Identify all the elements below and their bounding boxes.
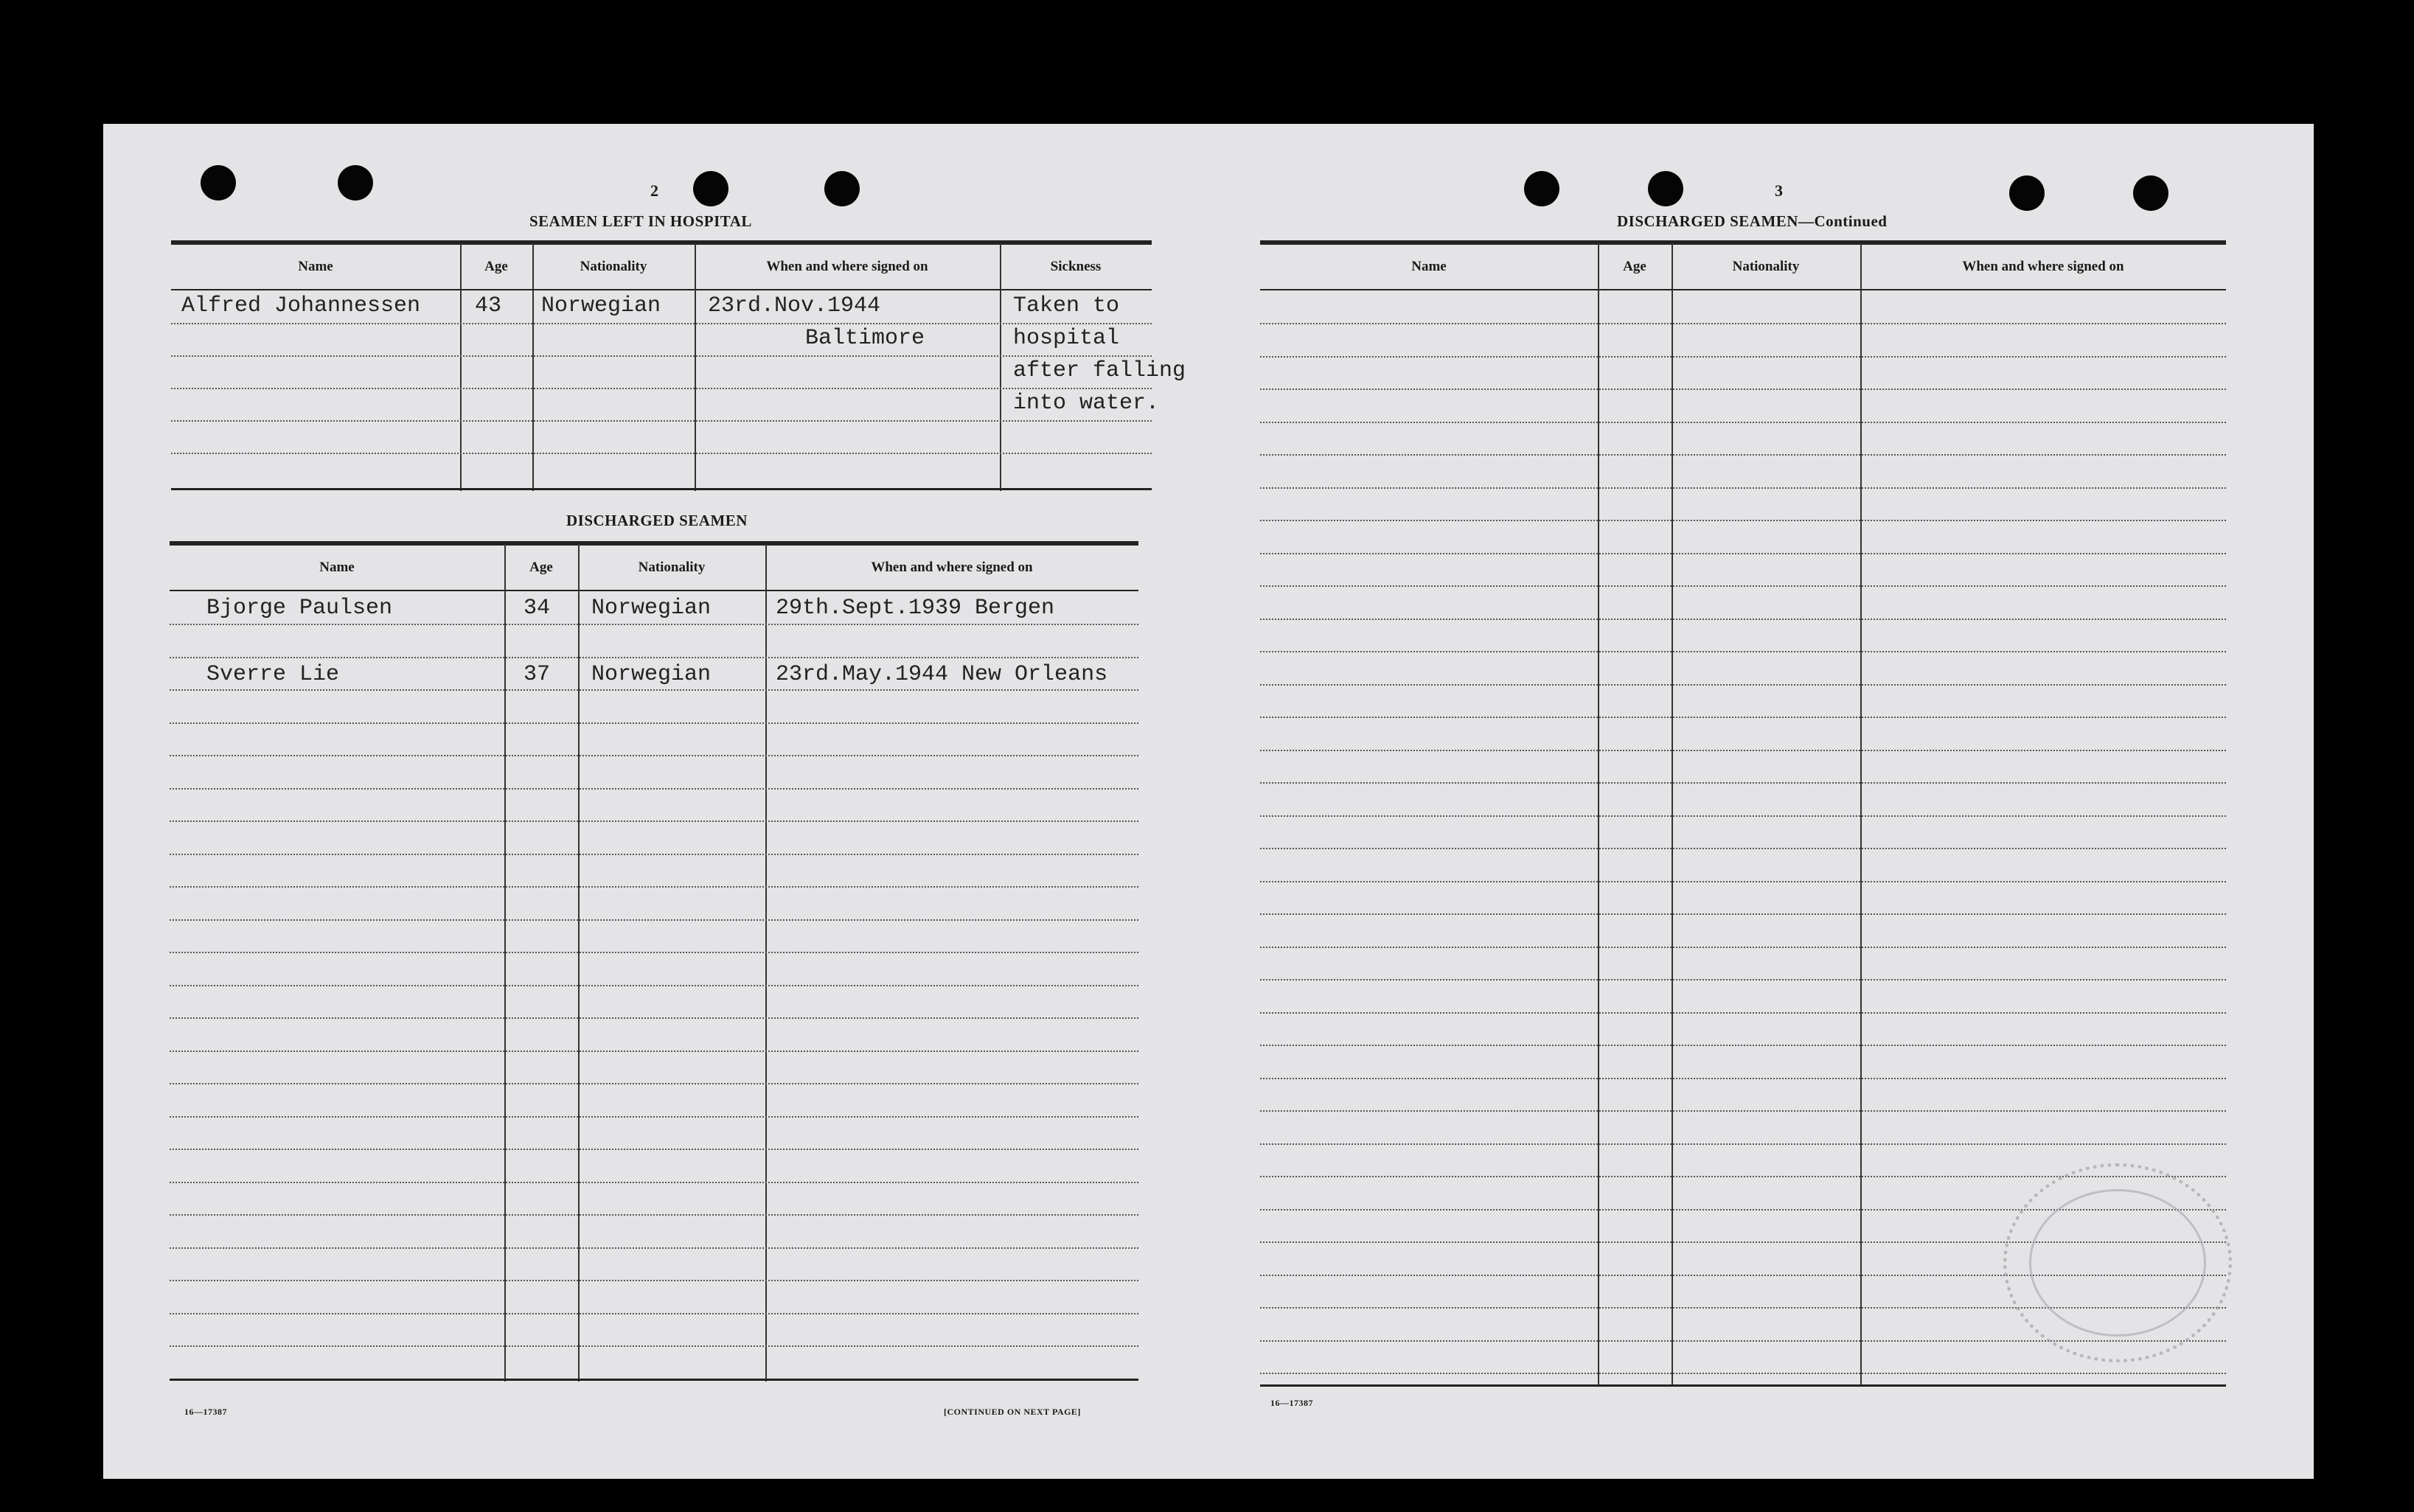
form-number: 16—17387 bbox=[1270, 1398, 1313, 1408]
column-divider bbox=[1672, 243, 1673, 1384]
row-rule bbox=[1260, 1373, 2226, 1374]
row-rule bbox=[170, 755, 1138, 756]
row-rule bbox=[170, 1149, 1138, 1150]
row-rule bbox=[1260, 553, 2226, 554]
table-bottom-rule bbox=[170, 1379, 1138, 1381]
row-rule bbox=[1260, 619, 2226, 620]
row-rule bbox=[1260, 1143, 2226, 1145]
title-suffix: —Continued bbox=[1798, 212, 1888, 230]
discharged-nationality: Norwegian bbox=[591, 662, 712, 687]
row-rule bbox=[170, 624, 1138, 625]
row-rule bbox=[1260, 717, 2226, 718]
column-header-signed-on: When and where signed on bbox=[871, 560, 1033, 575]
discharged-table bbox=[170, 541, 1138, 1382]
column-header-nationality: Nationality bbox=[580, 259, 647, 274]
hospital-sickness-line: hospital bbox=[1013, 326, 1120, 351]
column-header-name: Name bbox=[1411, 259, 1447, 274]
page-number: 3 bbox=[1775, 181, 1783, 200]
discharged-section-title: DISCHARGED SEAMEN bbox=[566, 512, 748, 529]
row-rule bbox=[1260, 1078, 2226, 1079]
row-rule bbox=[170, 886, 1138, 888]
row-rule bbox=[1260, 782, 2226, 784]
form-sheet bbox=[103, 124, 2314, 1479]
row-rule bbox=[1260, 913, 2226, 915]
hospital-signed-on-date: 23rd.Nov.1944 bbox=[708, 293, 881, 318]
form-number: 16—17387 bbox=[184, 1407, 227, 1417]
column-divider bbox=[578, 544, 580, 1382]
row-rule bbox=[171, 453, 1152, 454]
row-rule bbox=[1260, 454, 2226, 456]
row-rule bbox=[1260, 389, 2226, 390]
row-rule bbox=[170, 821, 1138, 822]
row-rule bbox=[171, 355, 1152, 357]
row-rule bbox=[170, 1214, 1138, 1216]
left-page bbox=[103, 124, 1208, 1479]
row-rule bbox=[1260, 979, 2226, 980]
table-bottom-rule bbox=[171, 488, 1152, 490]
row-rule bbox=[1260, 684, 2226, 686]
title-main: DISCHARGED SEAMEN bbox=[1617, 212, 1798, 230]
row-rule bbox=[171, 420, 1152, 422]
right-page bbox=[1208, 124, 2314, 1479]
hospital-age: 43 bbox=[475, 293, 502, 318]
hospital-section-title: SEAMEN LEFT IN HOSPITAL bbox=[529, 212, 752, 230]
row-rule bbox=[170, 1313, 1138, 1314]
row-rule bbox=[171, 323, 1152, 324]
row-rule bbox=[171, 388, 1152, 389]
row-rule bbox=[1260, 651, 2226, 652]
row-rule bbox=[170, 1083, 1138, 1084]
punch-hole bbox=[2133, 175, 2168, 211]
column-divider bbox=[765, 544, 767, 1382]
table-header bbox=[1260, 243, 2226, 290]
row-rule bbox=[1260, 881, 2226, 882]
row-rule bbox=[1260, 356, 2226, 358]
discharged-signed-on: 23rd.May.1944 New Orleans bbox=[776, 662, 1108, 687]
row-rule bbox=[170, 1345, 1138, 1347]
hospital-name: Alfred Johannessen bbox=[181, 293, 421, 318]
row-rule bbox=[170, 919, 1138, 921]
column-divider bbox=[1598, 243, 1599, 1384]
row-rule bbox=[170, 657, 1138, 658]
row-rule bbox=[170, 952, 1138, 953]
discharged-signed-on: 29th.Sept.1939 Bergen bbox=[776, 596, 1055, 621]
row-rule bbox=[170, 1182, 1138, 1183]
column-header-sickness: Sickness bbox=[1050, 259, 1102, 274]
row-rule bbox=[1260, 585, 2226, 587]
row-rule bbox=[1260, 487, 2226, 489]
column-header-nationality: Nationality bbox=[1732, 259, 1800, 274]
column-header-name: Name bbox=[298, 259, 333, 274]
punch-hole bbox=[693, 171, 728, 206]
discharged-nationality: Norwegian bbox=[591, 596, 712, 621]
row-rule bbox=[170, 854, 1138, 855]
discharged-continued-title bbox=[1617, 212, 1887, 231]
hospital-table bbox=[171, 240, 1186, 491]
row-rule bbox=[170, 985, 1138, 986]
discharged-name: Sverre Lie bbox=[206, 662, 340, 687]
row-rule bbox=[1260, 422, 2226, 423]
row-rule bbox=[1260, 520, 2226, 521]
row-rule bbox=[1260, 1012, 2226, 1014]
hospital-sickness-line: into water. bbox=[1013, 391, 1160, 416]
table-bottom-rule bbox=[1260, 1384, 2226, 1387]
row-rule bbox=[1260, 1045, 2226, 1046]
discharged-age: 34 bbox=[524, 596, 551, 621]
row-rule bbox=[1260, 947, 2226, 948]
column-header-signed-on: When and where signed on bbox=[1962, 259, 2124, 274]
punch-hole bbox=[2009, 175, 2045, 211]
punch-hole bbox=[824, 171, 860, 206]
discharged-table-header bbox=[170, 544, 1138, 591]
continued-note: [CONTINUED ON NEXT PAGE] bbox=[944, 1407, 1081, 1417]
column-header-age: Age bbox=[1623, 259, 1646, 274]
row-rule bbox=[1260, 750, 2226, 751]
punch-hole bbox=[338, 165, 373, 201]
column-divider bbox=[504, 544, 506, 1382]
punch-hole bbox=[201, 165, 236, 201]
row-rule bbox=[170, 1017, 1138, 1019]
discharged-name: Bjorge Paulsen bbox=[206, 596, 393, 621]
hospital-sickness-line: after falling bbox=[1013, 358, 1186, 383]
row-rule bbox=[1260, 323, 2226, 324]
row-rule bbox=[170, 722, 1138, 724]
hospital-signed-on-place: Baltimore bbox=[805, 326, 925, 351]
row-rule bbox=[170, 1051, 1138, 1052]
column-header-signed-on: When and where signed on bbox=[766, 259, 928, 274]
row-rule bbox=[170, 1247, 1138, 1249]
column-header-age: Age bbox=[484, 259, 508, 274]
column-header-name: Name bbox=[319, 560, 355, 575]
column-header-nationality: Nationality bbox=[638, 560, 706, 575]
row-rule bbox=[170, 1116, 1138, 1118]
hospital-table-header bbox=[171, 243, 1152, 290]
column-header-age: Age bbox=[529, 560, 553, 575]
row-rule bbox=[170, 788, 1138, 790]
received-stamp bbox=[2003, 1163, 2232, 1362]
row-rule bbox=[170, 1280, 1138, 1281]
punch-hole bbox=[1524, 171, 1559, 206]
hospital-nationality: Norwegian bbox=[541, 293, 661, 318]
hospital-sickness-line: Taken to bbox=[1013, 293, 1120, 318]
page-number: 2 bbox=[650, 181, 658, 200]
row-rule bbox=[1260, 1110, 2226, 1112]
punch-hole bbox=[1648, 171, 1683, 206]
row-rule bbox=[170, 689, 1138, 691]
row-rule bbox=[1260, 815, 2226, 817]
column-divider bbox=[1860, 243, 1862, 1384]
discharged-age: 37 bbox=[524, 662, 551, 687]
row-rule bbox=[1260, 848, 2226, 849]
